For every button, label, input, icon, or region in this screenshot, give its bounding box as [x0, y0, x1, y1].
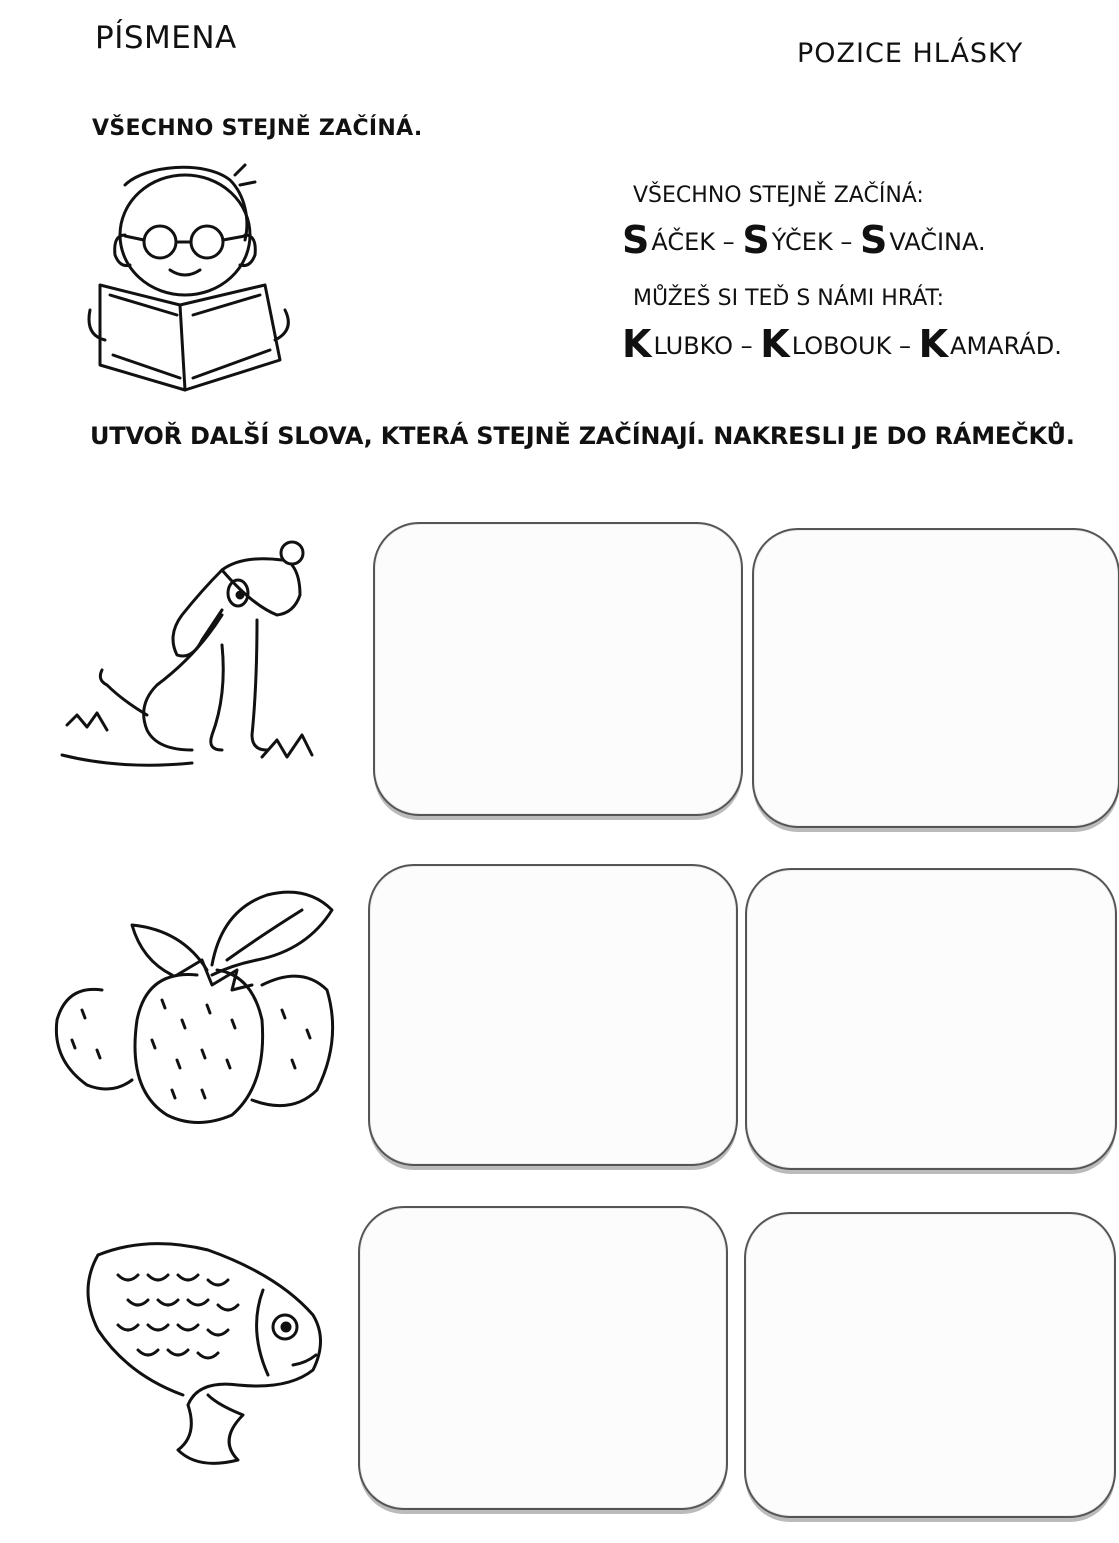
- word: LUBKO –: [653, 332, 761, 360]
- word: LOBOUK –: [791, 332, 919, 360]
- word: VAČINA.: [889, 228, 986, 256]
- poem-line-3: MŮŽEŠ SI TEĎ S NÁMI HRÁT:: [633, 286, 944, 311]
- dog-icon: [62, 535, 327, 775]
- page-title: PÍSMENA: [95, 20, 237, 56]
- drawing-frame[interactable]: [744, 1212, 1116, 1518]
- word: ÁČEK –: [651, 228, 735, 256]
- strawberries-icon: [52, 890, 337, 1130]
- drawing-frame[interactable]: [358, 1206, 728, 1510]
- instruction: UTVOŘ DALŠÍ SLOVA, KTERÁ STEJNĚ ZAČÍNAJÍ. NAKRESLI JE DO RÁMEČKŮ.: [90, 422, 1075, 450]
- drawing-frame[interactable]: [745, 868, 1117, 1170]
- drawing-frame[interactable]: [752, 528, 1119, 828]
- word: ÝČEK –: [771, 228, 853, 256]
- poem-line-2: SÁČEK – SÝČEK – SVAČINA.: [622, 218, 986, 262]
- section-title: POZICE HLÁSKY: [797, 38, 1024, 69]
- fish-icon: [78, 1235, 328, 1480]
- boy-reading-icon: [85, 160, 300, 400]
- drawing-frame[interactable]: [368, 864, 738, 1166]
- poem-line-4: KLUBKO – KLOBOUK – KAMARÁD.: [622, 322, 1062, 366]
- subtitle: VŠECHNO STEJNĚ ZAČÍNÁ.: [92, 116, 423, 141]
- word: AMARÁD.: [950, 332, 1062, 360]
- poem-line-1: VŠECHNO STEJNĚ ZAČÍNÁ:: [633, 183, 924, 208]
- drawing-frame[interactable]: [373, 522, 743, 816]
